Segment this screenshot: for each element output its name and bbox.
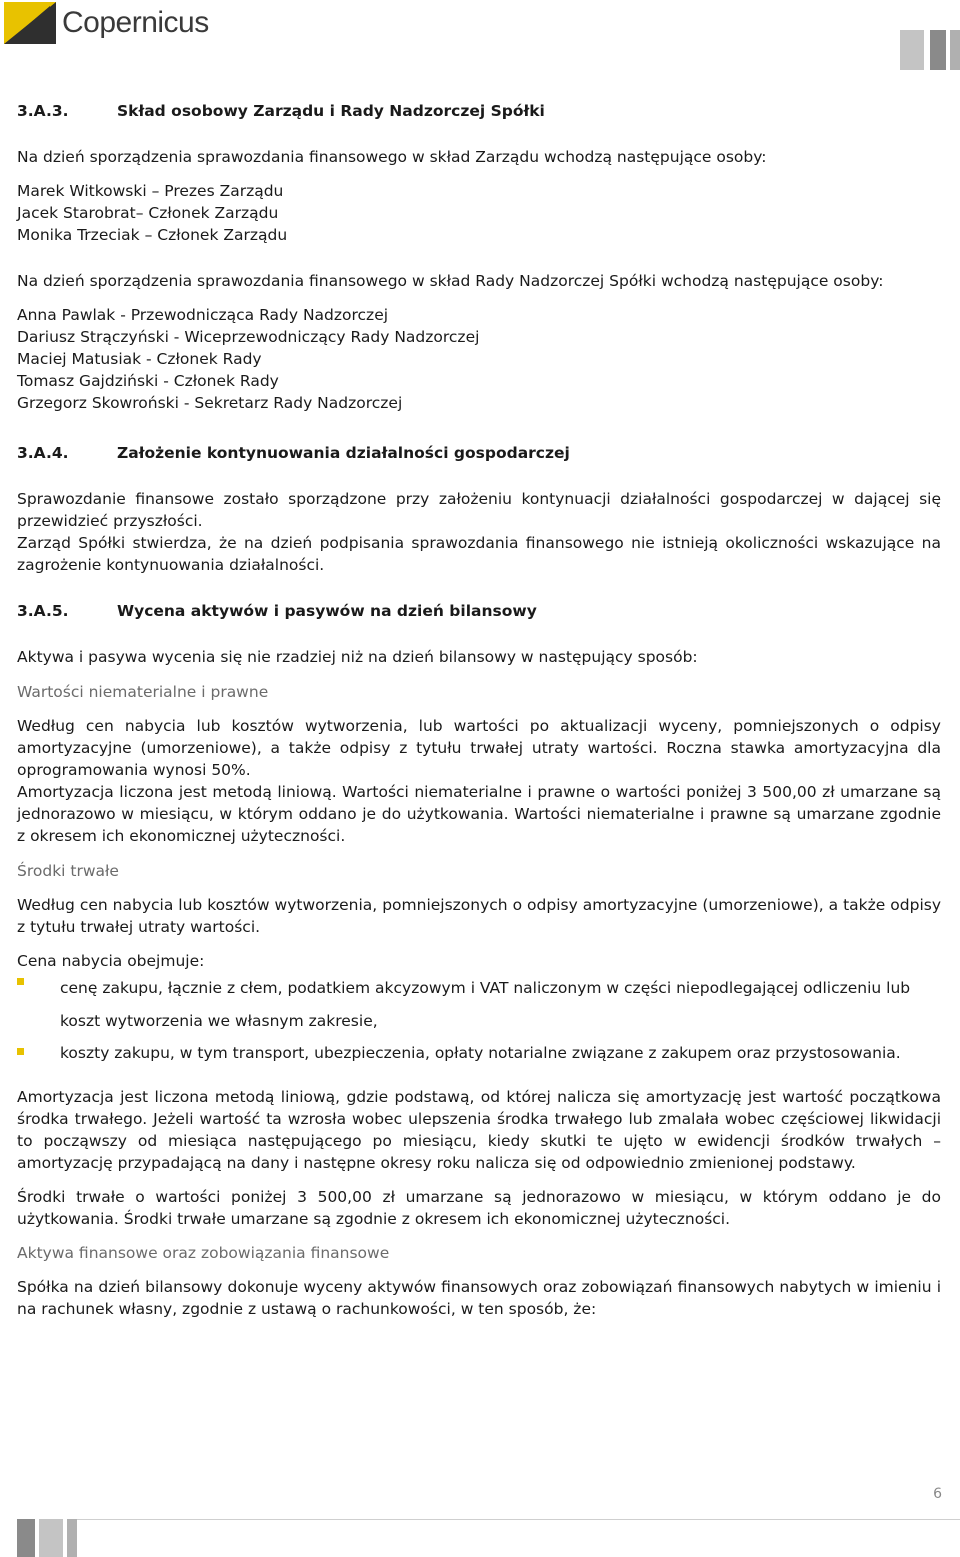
logo-mark-icon	[4, 2, 56, 44]
subheading-intangibles: Wartości niematerialne i prawne	[17, 683, 269, 701]
fixed-assets-paragraph: Według cen nabycia lub kosztów wytworzenia, pomniejszonych o odpisy amortyzacyjne (umorzeniowe), a także odpisy z tytułu trwałej utraty wartości.	[17, 896, 941, 936]
council-member: Anna Pawlak - Przewodnicząca Rady Nadzorczej	[17, 306, 389, 324]
list-item-text: cenę zakupu, łącznie z cłem, podatkiem akcyzowym i VAT naliczonym w części niepodlegającej odliczeniu lub koszt wytworzenia we własnym zakresie,	[60, 979, 911, 1030]
council-member: Dariusz Strączyński - Wiceprzewodniczący Rady Nadzorczej	[17, 328, 480, 346]
bullet-square-icon	[17, 978, 24, 985]
list-item	[17, 1042, 941, 1064]
council-intro: Na dzień sporządzenia sprawozdania finansowego w skład Rady Nadzorczej Spółki wchodzą następujące osoby:	[17, 272, 884, 290]
board-member: Jacek Starobrat– Członek Zarządu	[17, 204, 279, 222]
council-member: Tomasz Gajdziński - Członek Rady	[17, 372, 279, 390]
footer-divider	[70, 1519, 960, 1520]
low-value-assets-paragraph: Środki trwałe o wartości poniżej 3 500,00 zł umarzane są jednorazowo w miesiącu, w którym oddano je do użytkowania. Środki trwałe umarzane są zgodnie z okresem ich ekonomicznej użyteczności.	[17, 1188, 941, 1228]
footer-decoration-bars	[17, 1519, 77, 1557]
section-number: 3.A.4.	[17, 444, 69, 462]
council-member: Maciej Matusiak - Członek Rady	[17, 350, 262, 368]
bullet-square-icon	[17, 1048, 24, 1055]
council-list	[17, 304, 941, 414]
subheading-financial: Aktywa finansowe oraz zobowiązania finansowe	[17, 1244, 390, 1262]
page-header	[0, 0, 960, 75]
list-item-text: koszty zakupu, w tym transport, ubezpieczenia, opłaty notarialne związane z zakupem oraz przystosowania.	[60, 1044, 901, 1062]
section-title: Założenie kontynuowania działalności gospodarczej	[117, 444, 570, 462]
section-title: Skład osobowy Zarządu i Rady Nadzorczej Spółki	[117, 102, 545, 120]
going-concern-paragraph: Sprawozdanie finansowe zostało sporządzone przy założeniu kontynuacji działalności gospodarczej w dającej się przewidzieć przyszłości.	[17, 490, 941, 530]
page-number: 6	[933, 1486, 942, 1502]
council-member: Grzegorz Skowroński - Sekretarz Rady Nadzorczej	[17, 394, 403, 412]
intangibles-paragraph: Amortyzacja liczona jest metodą liniową. Wartości niematerialne i prawne o wartości poniżej 3 500,00 zł umarzane są jednorazowo w miesiącu, w którym oddano je do użytkowania. Wartości niematerialne i prawne są umarzane zgodnie z okresem ich ekonomicznej użyteczności.	[17, 783, 941, 845]
board-member: Marek Witkowski – Prezes Zarządu	[17, 182, 284, 200]
cost-heading: Cena nabycia obejmuje:	[17, 952, 205, 970]
section-heading-3a4	[17, 442, 941, 464]
section-heading-3a3	[17, 100, 941, 122]
logo-text: Copernicus	[62, 6, 209, 39]
section-number: 3.A.5.	[17, 602, 69, 620]
header-decoration-bars	[900, 30, 960, 70]
list-item	[17, 972, 941, 1038]
board-list	[17, 180, 941, 246]
cost-list	[17, 972, 941, 1064]
valuation-intro: Aktywa i pasywa wycenia się nie rzadziej niż na dzień bilansowy w następujący sposób:	[17, 648, 698, 666]
intangibles-paragraph: Według cen nabycia lub kosztów wytworzenia, lub wartości po aktualizacji wyceny, pomniejszonych o odpisy amortyzacyjne (umorzeniowe), a także odpisy z tytułu trwałej utraty wartości. Roczna stawka amortyzacyjna dla oprogramowania wynosi 50%.	[17, 717, 941, 779]
section-title: Wycena aktywów i pasywów na dzień bilansowy	[117, 602, 537, 620]
financial-paragraph: Spółka na dzień bilansowy dokonuje wyceny aktywów finansowych oraz zobowiązań finansowych nabytych w imieniu i na rachunek własny, zgodnie z ustawą o rachunkowości, w ten sposób, że:	[17, 1278, 941, 1318]
document-body	[17, 100, 941, 1320]
depreciation-paragraph: Amortyzacja jest liczona metodą liniową, gdzie podstawą, od której nalicza się amortyzację jest wartość początkowa środka trwałego. Jeżeli wartość ta wzrosła wobec ulepszenia środka trwałego lub zmalała wobec częściowej likwidacji to począwszy od miesiąca następującego po miesiącu, kiedy skutki te ujęto w ewidencji środków trwałych – amortyzację przypadającą na dany i następne okresy roku nalicza się od odpowiednio zmienionej podstawy.	[17, 1088, 941, 1172]
copernicus-logo	[4, 2, 209, 44]
going-concern-paragraph: Zarząd Spółki stwierdza, że na dzień podpisania sprawozdania finansowego nie istnieją okoliczności wskazujące na zagrożenie kontynuowania działalności.	[17, 534, 941, 574]
section-heading-3a5	[17, 600, 941, 622]
board-intro: Na dzień sporządzenia sprawozdania finansowego w skład Zarządu wchodzą następujące osoby:	[17, 148, 767, 166]
subheading-fixed-assets: Środki trwałe	[17, 862, 119, 880]
board-member: Monika Trzeciak – Członek Zarządu	[17, 226, 288, 244]
section-number: 3.A.3.	[17, 102, 69, 120]
